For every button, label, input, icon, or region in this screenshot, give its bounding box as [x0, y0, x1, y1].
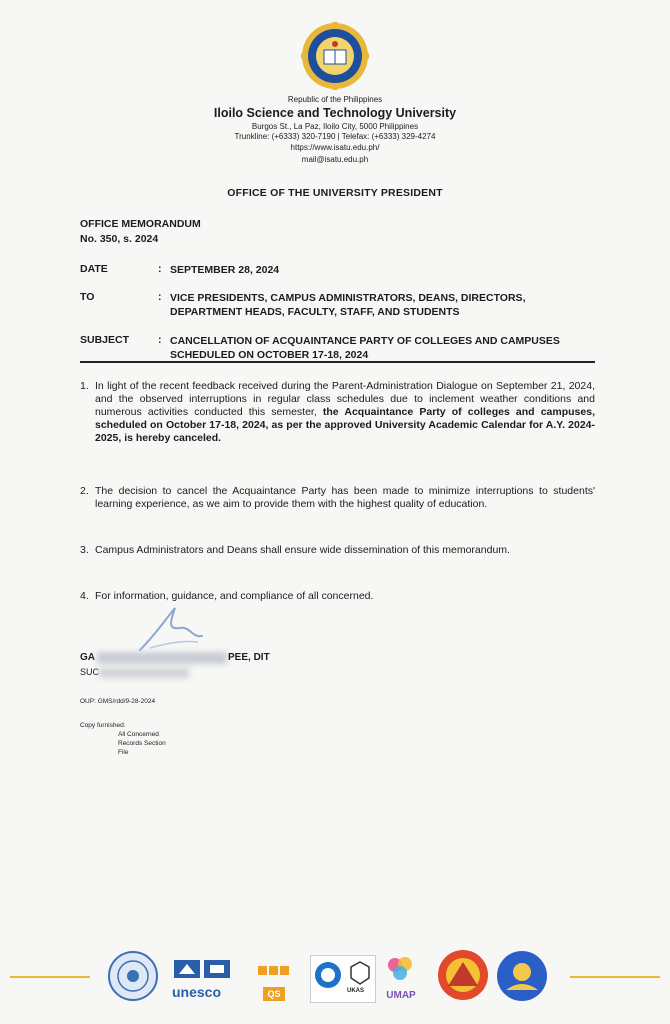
qs-text: QS [263, 987, 285, 1001]
to-colon: : [158, 291, 162, 303]
umap-text: UMAP [386, 990, 416, 1001]
subject-label: SUBJECT [80, 334, 130, 346]
memo-title: OFFICE MEMORANDUM [80, 218, 201, 230]
footer-line-right [570, 976, 660, 978]
subject-line-2: SCHEDULED ON OCTOBER 17-18, 2024 [170, 349, 369, 361]
copy-item: File [118, 749, 129, 756]
copy-furnished-label: Copy furnished: [80, 722, 126, 729]
memo-number: No. 350, s. 2024 [80, 233, 159, 245]
signatory-name-start: GA [80, 652, 95, 663]
university-seal-logo [301, 22, 369, 90]
gear-emblem-logo [436, 948, 490, 1002]
subject-colon: : [158, 334, 162, 346]
website-link[interactable]: https://www.isatu.edu.ph/ [290, 143, 380, 152]
paragraph-1 [80, 380, 595, 445]
umap-logo [383, 953, 419, 1001]
date-label: DATE [80, 263, 108, 275]
to-line-2: DEPARTMENT HEADS, FACULTY, STAFF, AND STUDENTS [170, 306, 460, 318]
student-organization-logo [496, 950, 548, 1002]
unesco-text: unesco [172, 984, 222, 1000]
qs-stars-logo [256, 960, 292, 1000]
paragraph-2 [80, 485, 595, 511]
unesco-logo [172, 958, 234, 998]
copy-item: Records Section [118, 740, 166, 747]
phone-line: Trunkline: (+6333) 320-7190 | Telefax: (+6333) 329-4274 [234, 132, 436, 141]
paragraph-number: 4. [80, 590, 89, 602]
reference-code: OUP: GMS/rdd/9-28-2024 [80, 698, 156, 705]
office-title: OFFICE OF THE UNIVERSITY PRESIDENT [227, 187, 443, 199]
paragraph-3 [80, 544, 595, 557]
paragraph-3-body: Campus Administrators and Deans shall ensure wide dissemination of this memorandum. [95, 544, 510, 556]
to-line-1: VICE PRESIDENTS, CAMPUS ADMINISTRATORS, DEANS, DIRECTORS, [170, 292, 526, 304]
republic-line: Republic of the Philippines [287, 95, 383, 104]
ukas-text: UKAS [347, 988, 365, 994]
university-name: Iloilo Science and Technology University [213, 106, 457, 120]
date-value: SEPTEMBER 28, 2024 [170, 264, 280, 276]
ukas-certification-logo [310, 955, 376, 1003]
paragraph-number: 1. [80, 380, 89, 392]
footer-line-left [10, 976, 90, 978]
redacted-position [99, 668, 189, 678]
paragraph-4-body: For information, guidance, and compliance of all concerned. [95, 590, 374, 602]
signatory-name-end: PEE, DIT [228, 652, 270, 663]
handwritten-signature [130, 600, 210, 660]
paragraph-1-emphasis: the Acquaintance Party of colleges and campuses, scheduled on October 17-18, 2024, as per the approved University Academic Calendar for A.Y. 2024-2025, is hereby canceled. [95, 406, 595, 444]
date-colon: : [158, 263, 162, 275]
subject-line-1: CANCELLATION OF ACQUAINTANCE PARTY OF COLLEGES AND CAMPUSES [170, 335, 560, 347]
subject-value [170, 334, 595, 362]
paragraph-text [95, 380, 595, 445]
redacted-name [97, 652, 227, 664]
paragraph-number: 3. [80, 544, 89, 556]
university-address: Burgos St., La Paz, Iloilo City, 5000 Philippines [251, 122, 419, 131]
paragraph-1-body: In light of the recent feedback received during the Parent-Administration Dialogue on September 21, 2024, and the observed interruptions in regular class schedules due to inclement weather conditions and numerous activities conducted this semester, [95, 380, 595, 418]
paragraph-number: 2. [80, 485, 89, 497]
paragraph-2-body: The decision to cancel the Acquaintance Party has been made to minimize interruptions to students' learning experience, as we aim to provide them with the highest quality of education. [95, 485, 595, 510]
email-link[interactable]: mail@isatu.edu.ph [301, 155, 369, 164]
subject-divider [80, 361, 595, 363]
to-label: TO [80, 291, 95, 303]
copy-item: All Concerned [118, 731, 159, 738]
to-recipients [170, 291, 595, 319]
accreditation-seal-logo [108, 951, 158, 1001]
signatory-position-start: SUC [80, 667, 100, 677]
